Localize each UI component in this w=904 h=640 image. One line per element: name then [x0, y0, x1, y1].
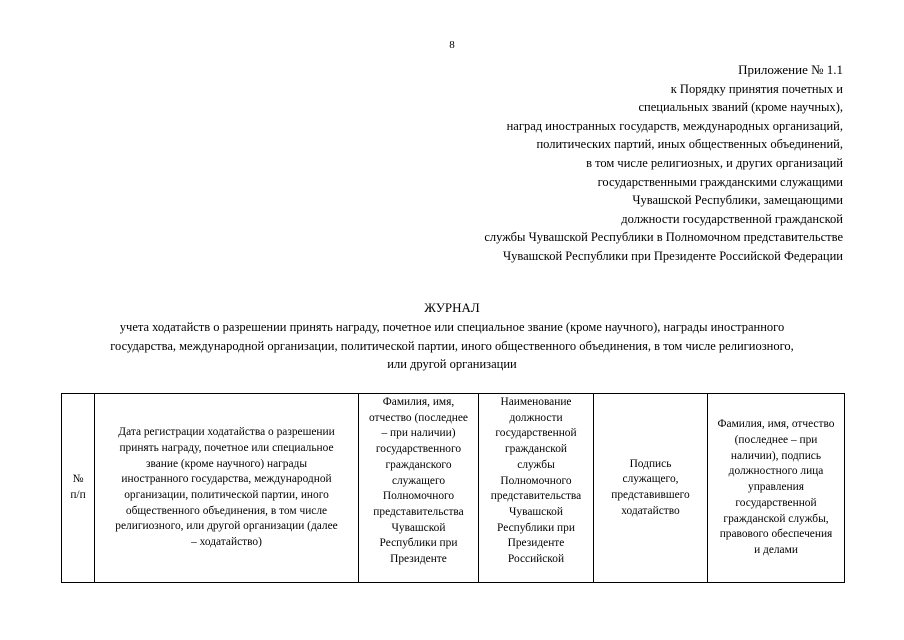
- appendix-line: специальных званий (кроме научных),: [638, 100, 843, 115]
- appendix-line: службы Чувашской Республики в Полномочном представительстве: [484, 230, 843, 245]
- appendix-line: должности государственной гражданской: [621, 211, 843, 226]
- table-header-row: [62, 394, 845, 583]
- column-header-signature: Подпись служащего, представившего ходатайство: [594, 394, 708, 583]
- journal-subtitle-line: или другой организации: [387, 357, 517, 372]
- column-header-number: № п/п: [62, 394, 95, 583]
- appendix-line: в том числе религиозных, и других организаций: [586, 155, 843, 170]
- column-header-registration-date: Дата регистрации ходатайства о разрешении принять награду, почетное или специальное звание (кроме научного) награды иностранного государства, международной организации, политической партии, иного общественного объединения, в том числе религиозного, или другой организации (далее – ходатайство): [95, 394, 359, 583]
- appendix-line: наград иностранных государств, международных организаций,: [506, 118, 843, 133]
- journal-subtitle-line: учета ходатайств о разрешении принять награду, почетное или специальное звание (кроме научного), награды иностранного: [119, 320, 785, 334]
- journal-title: ЖУРНАЛ: [424, 300, 480, 315]
- appendix-title: Приложение № 1.1: [738, 62, 843, 77]
- column-header-official: Фамилия, имя, отчество (последнее – при наличии), подпись должностного лица управления государственной гражданской службы, правового обеспечения и делами: [708, 394, 845, 583]
- page-number: 8: [449, 39, 455, 51]
- appendix-header: [484, 61, 843, 266]
- appendix-line: Чувашской Республики, замещающими: [632, 193, 843, 208]
- journal-subtitle: [40, 318, 864, 374]
- column-header-employee-name: Фамилия, имя, отчество (последнее – при наличии) государственного гражданского служащего Полномочного представительства Чувашской Республики при Президенте: [359, 394, 479, 583]
- appendix-line: к Порядку принятия почетных и: [670, 81, 843, 96]
- journal-table: [61, 393, 845, 583]
- column-header-position: Наименование должности государственной гражданской службы Полномочного представительства Чувашской Республики при Президенте Российской: [479, 394, 594, 583]
- appendix-line: государственными гражданскими служащими: [597, 174, 843, 189]
- appendix-line: политических партий, иных общественных объединений,: [536, 137, 843, 152]
- journal-subtitle-line: государства, международной организации, политической партии, иного общественного объединения, в том числе религиозного,: [110, 338, 794, 353]
- appendix-line: Чувашской Республики при Президенте Российской Федерации: [502, 248, 843, 263]
